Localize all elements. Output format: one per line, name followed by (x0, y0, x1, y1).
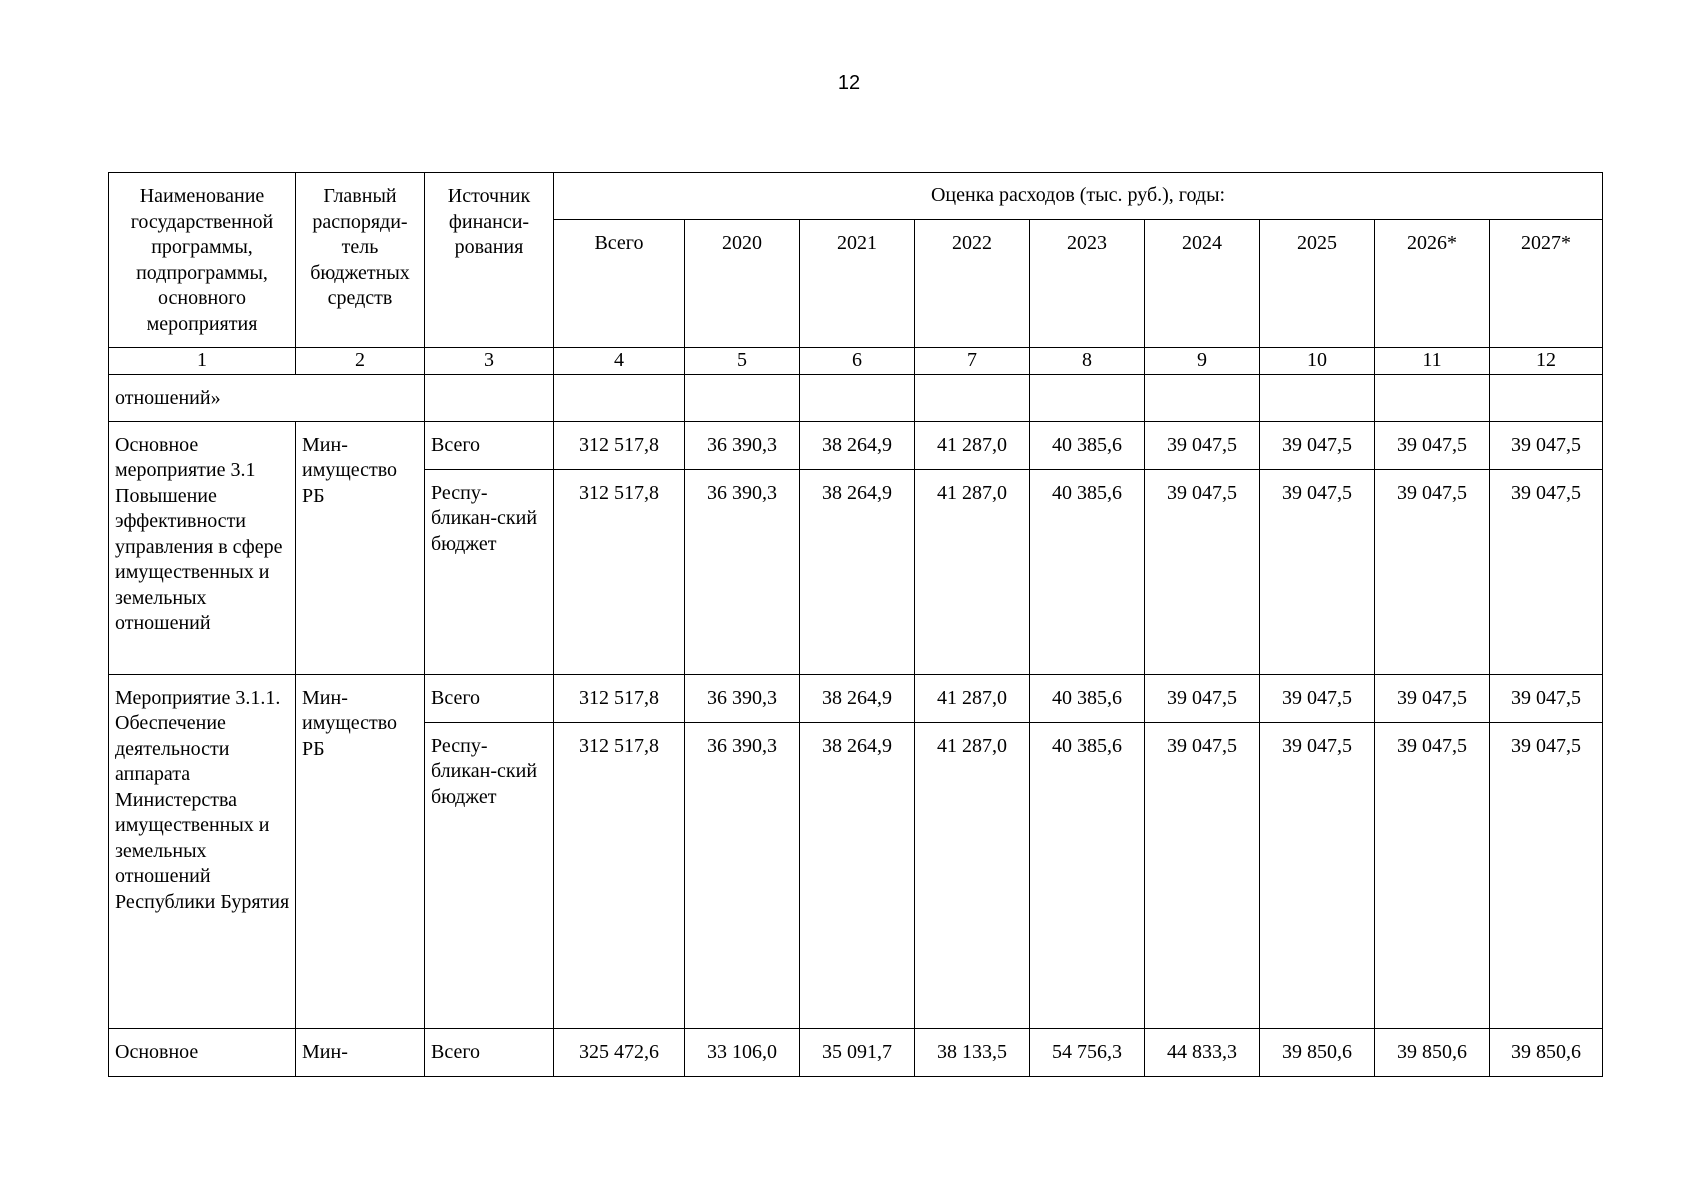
value-2020: 36 390,3 (685, 674, 800, 722)
column-number: 10 (1260, 348, 1375, 375)
column-number: 11 (1375, 348, 1490, 375)
funding-source: Всего (425, 1028, 554, 1076)
empty-cell (425, 374, 554, 421)
value-2027: 39 047,5 (1490, 674, 1603, 722)
measure-name: Основное мероприятие 3.1 Повышение эффективности управления в сфере имущественных и земельных отношений (109, 421, 296, 674)
value-2020: 36 390,3 (685, 421, 800, 469)
value-2027: 39 047,5 (1490, 722, 1603, 1028)
value-2024: 39 047,5 (1145, 722, 1260, 1028)
value-2026: 39 047,5 (1375, 674, 1490, 722)
value-2021: 38 264,9 (800, 674, 915, 722)
header-year-2024: 2024 (1145, 220, 1260, 348)
funding-source: Всего (425, 421, 554, 469)
budget-table (108, 172, 1603, 1077)
measure-name: Мероприятие 3.1.1. Обеспечение деятельности аппарата Министерства имущественных и земельных отношений Республики Бурятия (109, 674, 296, 1028)
column-number: 9 (1145, 348, 1260, 375)
measure-name: Основное (109, 1028, 296, 1076)
value-2026: 39 047,5 (1375, 469, 1490, 674)
column-numbers-row (109, 348, 1603, 375)
empty-cell (685, 374, 800, 421)
funding-source: Респу-бликан-ский бюджет (425, 722, 554, 1028)
empty-cell (1375, 374, 1490, 421)
header-name-cell: Наименование государственной программы, подпрограммы, основного мероприятия (109, 173, 296, 348)
value-2020: 36 390,3 (685, 469, 800, 674)
distributor-name: Мин-имущество РБ (296, 674, 425, 1028)
empty-cell (1490, 374, 1603, 421)
table-row (109, 421, 1603, 469)
continuation-row (109, 374, 1603, 421)
continuation-text: отношений» (109, 374, 425, 421)
value-2020: 36 390,3 (685, 722, 800, 1028)
value-2020: 33 106,0 (685, 1028, 800, 1076)
value-2024: 39 047,5 (1145, 674, 1260, 722)
column-number: 3 (425, 348, 554, 375)
empty-cell (800, 374, 915, 421)
value-2021: 38 264,9 (800, 421, 915, 469)
distributor-name: Мин-имущество РБ (296, 421, 425, 674)
value-total: 312 517,8 (554, 674, 685, 722)
value-2021: 38 264,9 (800, 469, 915, 674)
value-total: 312 517,8 (554, 722, 685, 1028)
value-2024: 39 047,5 (1145, 469, 1260, 674)
header-year-2020: 2020 (685, 220, 800, 348)
table-row (109, 1028, 1603, 1076)
value-total: 325 472,6 (554, 1028, 685, 1076)
column-number: 5 (685, 348, 800, 375)
column-number: 8 (1030, 348, 1145, 375)
page-number: 12 (837, 72, 861, 94)
empty-cell (1030, 374, 1145, 421)
header-year-2026: 2026* (1375, 220, 1490, 348)
value-2023: 40 385,6 (1030, 722, 1145, 1028)
value-2023: 40 385,6 (1030, 421, 1145, 469)
column-number: 6 (800, 348, 915, 375)
value-2022: 41 287,0 (915, 722, 1030, 1028)
value-2021: 38 264,9 (800, 722, 915, 1028)
value-2025: 39 850,6 (1260, 1028, 1375, 1076)
value-2024: 39 047,5 (1145, 421, 1260, 469)
value-2024: 44 833,3 (1145, 1028, 1260, 1076)
empty-cell (1145, 374, 1260, 421)
value-2026: 39 047,5 (1375, 722, 1490, 1028)
distributor-name: Мин- (296, 1028, 425, 1076)
value-2025: 39 047,5 (1260, 469, 1375, 674)
value-2025: 39 047,5 (1260, 674, 1375, 722)
value-2023: 40 385,6 (1030, 674, 1145, 722)
empty-cell (1260, 374, 1375, 421)
value-2022: 41 287,0 (915, 421, 1030, 469)
header-source-cell: Источник финанси-рования (425, 173, 554, 348)
value-2022: 41 287,0 (915, 469, 1030, 674)
header-estimate-group: Оценка расходов (тыс. руб.), годы: (554, 173, 1603, 220)
value-total: 312 517,8 (554, 421, 685, 469)
empty-cell (554, 374, 685, 421)
header-year-2027: 2027* (1490, 220, 1603, 348)
value-2025: 39 047,5 (1260, 722, 1375, 1028)
value-2027: 39 850,6 (1490, 1028, 1603, 1076)
value-2025: 39 047,5 (1260, 421, 1375, 469)
header-year-2025: 2025 (1260, 220, 1375, 348)
value-2021: 35 091,7 (800, 1028, 915, 1076)
column-number: 12 (1490, 348, 1603, 375)
value-2027: 39 047,5 (1490, 469, 1603, 674)
value-2022: 38 133,5 (915, 1028, 1030, 1076)
value-2023: 40 385,6 (1030, 469, 1145, 674)
header-year-2022: 2022 (915, 220, 1030, 348)
funding-source: Всего (425, 674, 554, 722)
column-number: 4 (554, 348, 685, 375)
value-2026: 39 850,6 (1375, 1028, 1490, 1076)
header-year-2021: 2021 (800, 220, 915, 348)
value-2022: 41 287,0 (915, 674, 1030, 722)
header-year-total: Всего (554, 220, 685, 348)
column-number: 2 (296, 348, 425, 375)
value-2026: 39 047,5 (1375, 421, 1490, 469)
funding-source: Респу-бликан-ский бюджет (425, 469, 554, 674)
column-number: 1 (109, 348, 296, 375)
empty-cell (915, 374, 1030, 421)
table-row (109, 674, 1603, 722)
header-distributor-cell: Главный распоряди-тель бюджетных средств (296, 173, 425, 348)
value-2023: 54 756,3 (1030, 1028, 1145, 1076)
value-total: 312 517,8 (554, 469, 685, 674)
column-number: 7 (915, 348, 1030, 375)
value-2027: 39 047,5 (1490, 421, 1603, 469)
header-year-2023: 2023 (1030, 220, 1145, 348)
